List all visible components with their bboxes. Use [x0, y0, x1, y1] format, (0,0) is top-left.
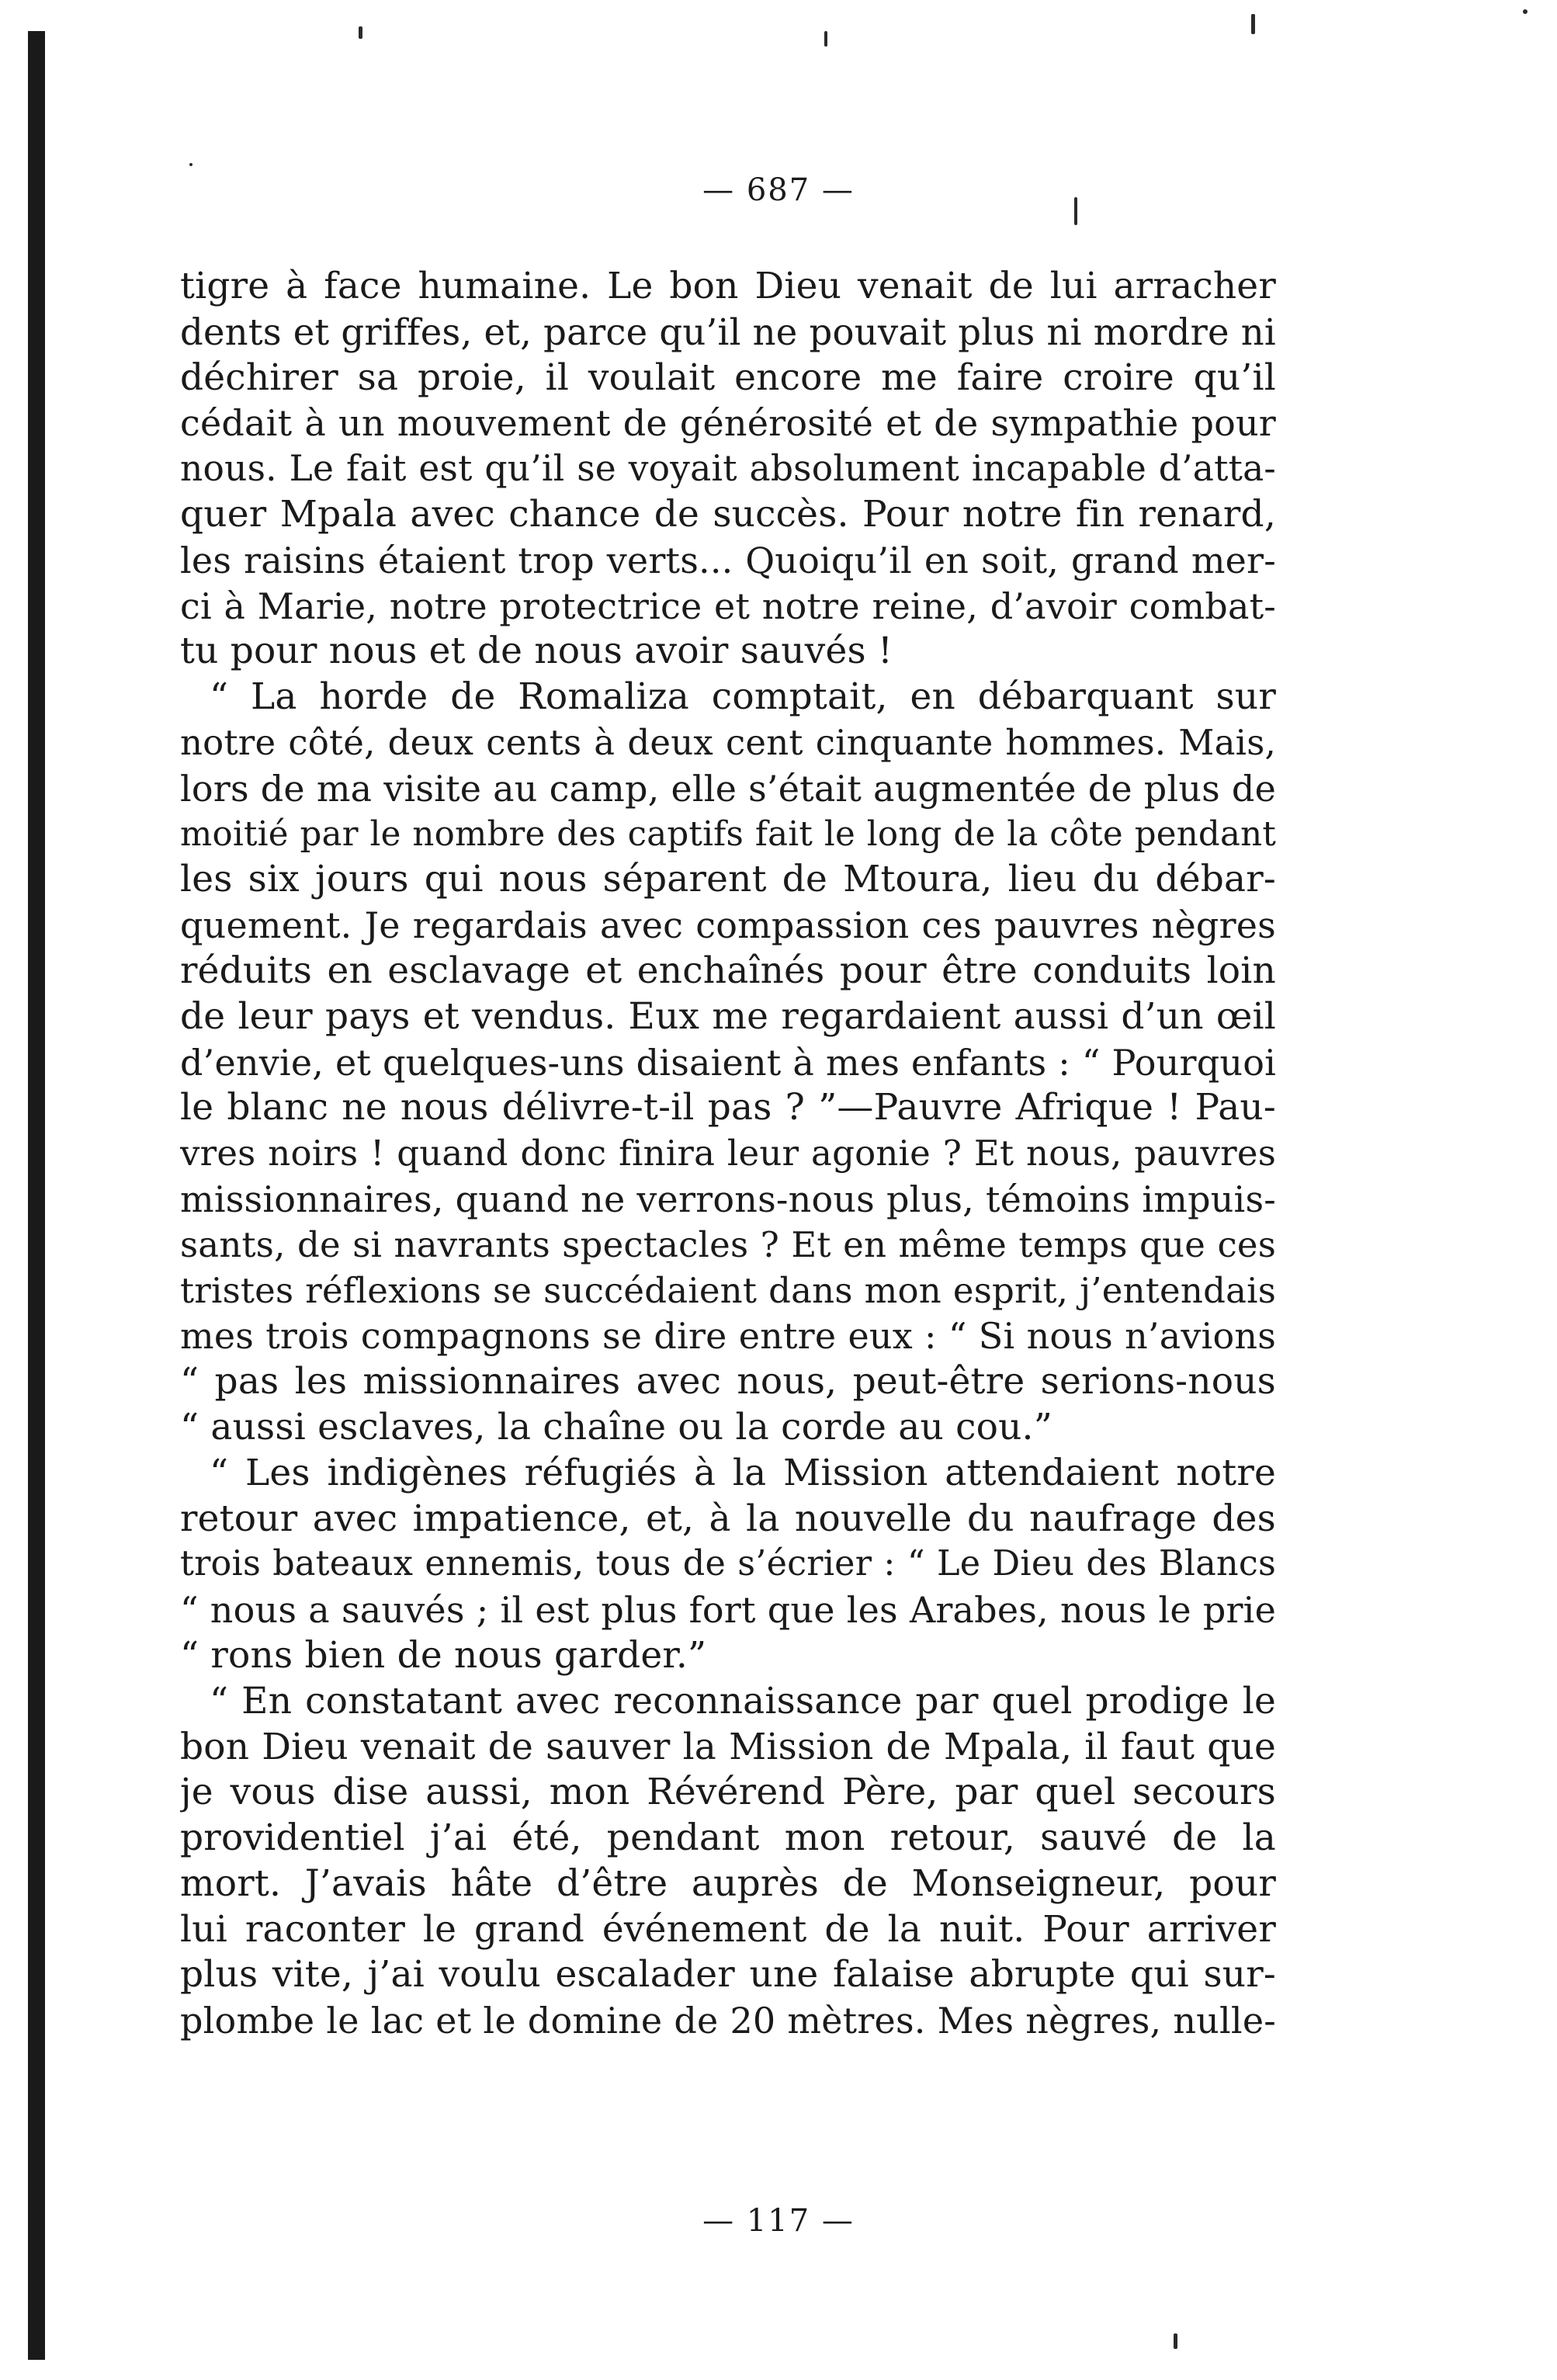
text-line: moitié par le nombre des captifs fait le long de la côte pendant: [180, 814, 1276, 854]
text-line: cédait à un mouvement de générosité et de sympathie pour: [180, 402, 1276, 445]
page-number: — 687 —: [702, 172, 855, 208]
text-line: lors de ma visite au camp, elle s’était augmentée de plus de: [180, 767, 1276, 810]
text-line: de leur pays et vendus. Eux me regardaient aussi d’un œil: [180, 994, 1276, 1038]
text-line: trois bateaux ennemis, tous de s’écrier : “ Le Dieu des Blancs: [180, 1544, 1276, 1584]
text-line: tigre à face humaine. Le bon Dieu venait de lui arracher: [180, 265, 1276, 307]
text-line: les raisins étaient trop verts... Quoiqu’il en soit, grand mer-: [180, 539, 1276, 581]
text-line: “ En constatant avec reconnaissance par quel prodige le: [210, 1679, 1276, 1723]
ink-speck: [1251, 14, 1255, 34]
ink-speck: [824, 31, 827, 47]
ink-speck: [359, 26, 362, 39]
text-line: quer Mpala avec chance de succès. Pour notre fin renard,: [180, 492, 1276, 536]
ink-speck: [1523, 9, 1528, 14]
text-line: déchirer sa proie, il voulait encore me faire croire qu’il: [180, 356, 1276, 399]
text-line: ci à Marie, notre protectrice et notre reine, d’avoir combat-: [180, 585, 1276, 627]
text-line: d’envie, et quelques-uns disaient à mes enfants : “ Pourquoi: [180, 1041, 1276, 1084]
text-line: nous. Le fait est qu’il se voyait absolument incapable d’atta-: [180, 448, 1276, 490]
text-line: bon Dieu venait de sauver la Mission de Mpala, il faut que: [180, 1725, 1276, 1768]
text-line: le blanc ne nous délivre-t-il pas ? ”—Pauvre Afrique ! Pau-: [180, 1086, 1276, 1129]
text-line: “ rons bien de nous garder.”: [180, 1633, 707, 1677]
page-binding-edge: [28, 31, 45, 2360]
text-line: vres noirs ! quand donc finira leur agonie ? Et nous, pauvres: [180, 1133, 1276, 1174]
text-line: quement. Je regardais avec compassion ces pauvres nègres: [180, 904, 1276, 947]
text-line: mort. J’avais hâte d’être auprès de Monseigneur, pour: [180, 1861, 1276, 1905]
body-text: [180, 264, 1276, 2044]
text-line: missionnaires, quand ne verrons-nous plus, témoins impuis-: [180, 1178, 1276, 1220]
ink-speck: [1174, 2333, 1177, 2349]
text-line: plus vite, j’ai voulu escalader une falaise abrupte qui sur-: [180, 1953, 1276, 1997]
text-line: retour avec impatience, et, à la nouvelle du naufrage des: [180, 1497, 1276, 1540]
text-line: “ nous a sauvés ; il est plus fort que les Arabes, nous le prie: [180, 1589, 1276, 1632]
text-line: “ La horde de Romaliza comptait, en débarquant sur: [210, 675, 1276, 719]
text-line: “ pas les missionnaires avec nous, peut-être serions-nous: [180, 1360, 1276, 1403]
text-line: notre côté, deux cents à deux cent cinquante hommes. Mais,: [180, 721, 1276, 763]
ink-speck: [189, 163, 192, 166]
text-line: tristes réflexions se succédaient dans mon esprit, j’entendais: [180, 1269, 1276, 1311]
text-line: je vous dise aussi, mon Révérend Père, par quel secours: [180, 1771, 1276, 1814]
text-line: réduits en esclavage et enchaînés pour être conduits loin: [180, 949, 1276, 992]
text-line: les six jours qui nous séparent de Mtoura, lieu du débar-: [180, 858, 1276, 901]
text-line: providentiel j’ai été, pendant mon retour, sauvé de la: [180, 1816, 1276, 1860]
text-line: dents et griffes, et, parce qu’il ne pouvait plus ni mordre ni: [180, 311, 1276, 353]
signature-mark: — 117 —: [702, 2203, 855, 2239]
text-line: mes trois compagnons se dire entre eux : “ Si nous n’avions: [180, 1315, 1276, 1358]
text-line: tu pour nous et de nous avoir sauvés !: [180, 630, 893, 673]
text-line: sants, de si navrants spectacles ? Et en même temps que ces: [180, 1223, 1276, 1265]
text-line: plombe le lac et le domine de 20 mètres. Mes nègres, nulle-: [180, 2000, 1276, 2042]
text-line: “ Les indigènes réfugiés à la Mission attendaient notre: [210, 1451, 1276, 1494]
text-line: “ aussi esclaves, la chaîne ou la corde au cou.”: [180, 1405, 1052, 1448]
text-line: lui raconter le grand événement de la nuit. Pour arriver: [180, 1907, 1276, 1951]
